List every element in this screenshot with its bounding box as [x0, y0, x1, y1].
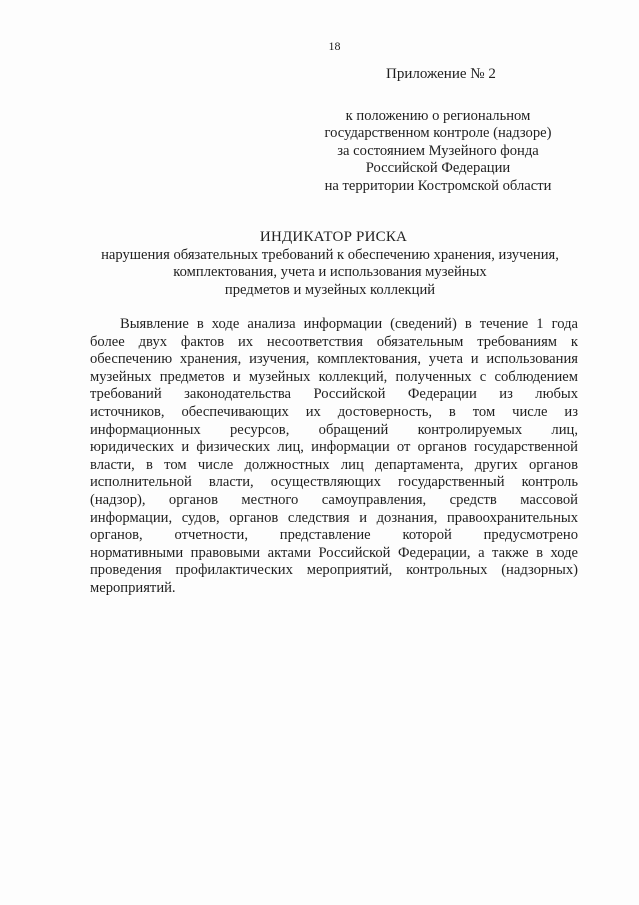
appendix-reference-line: за состоянием Музейного фонда	[337, 142, 539, 159]
body-paragraph	[90, 316, 578, 598]
appendix-reference-line: на территории Костромской области	[324, 177, 552, 194]
body-line: информационных ресурсов, обращений контролируемых лиц,	[90, 421, 578, 438]
body-line: нормативными правовыми актами Российской Федерации, а также в ходе	[90, 544, 578, 561]
body-line: исполнительной власти, осуществляющих государственный контроль	[90, 474, 578, 491]
body-line: органов, отчетности, представление которой предусмотрено	[90, 527, 578, 544]
subtitle-line: предметов и музейных коллекций	[224, 281, 436, 298]
body-line: Выявление в ходе анализа информации (сведений) в течение 1 года	[120, 316, 578, 332]
body-line: требований законодательства Российской Федерации из любых	[90, 386, 578, 403]
appendix-title: Приложение № 2	[386, 66, 496, 82]
page-number: 18	[328, 39, 341, 53]
document-title: ИНДИКАТОР РИСКА	[259, 229, 408, 245]
body-line: источников, обеспечивающих их достоверность, в том числе из	[90, 403, 578, 420]
subtitle-line: комплектования, учета и использования музейных	[173, 264, 487, 281]
body-line: информации, судов, органов следствия и дознания, правоохранительных	[90, 509, 578, 526]
appendix-reference	[318, 108, 558, 195]
body-line: проведения профилактических мероприятий, контрольных (надзорных)	[90, 562, 578, 579]
body-line: власти, в том числе должностных лиц департамента, других органов	[90, 456, 578, 473]
document-subtitle	[80, 247, 580, 299]
appendix-reference-line: государственном контроле (надзоре)	[324, 125, 552, 142]
body-line: обеспечению хранения, изучения, комплектования, учета и использования	[90, 351, 578, 368]
body-line: (надзор), органов местного самоуправления, средств массовой	[90, 491, 578, 508]
appendix-reference-line: к положению о региональном	[345, 108, 531, 124]
body-line: мероприятий.	[90, 579, 176, 596]
body-line: музейных предметов и музейных коллекций, полученных с соблюдением	[90, 368, 578, 385]
subtitle-line: нарушения обязательных требований к обеспечению хранения, изучения,	[101, 247, 559, 263]
body-line: юридических и физических лиц, информации от органов государственной	[90, 439, 578, 456]
appendix-reference-line: Российской Федерации	[365, 160, 511, 177]
body-line: более двух фактов их несоответствия обязательным требованиям к	[90, 333, 578, 350]
